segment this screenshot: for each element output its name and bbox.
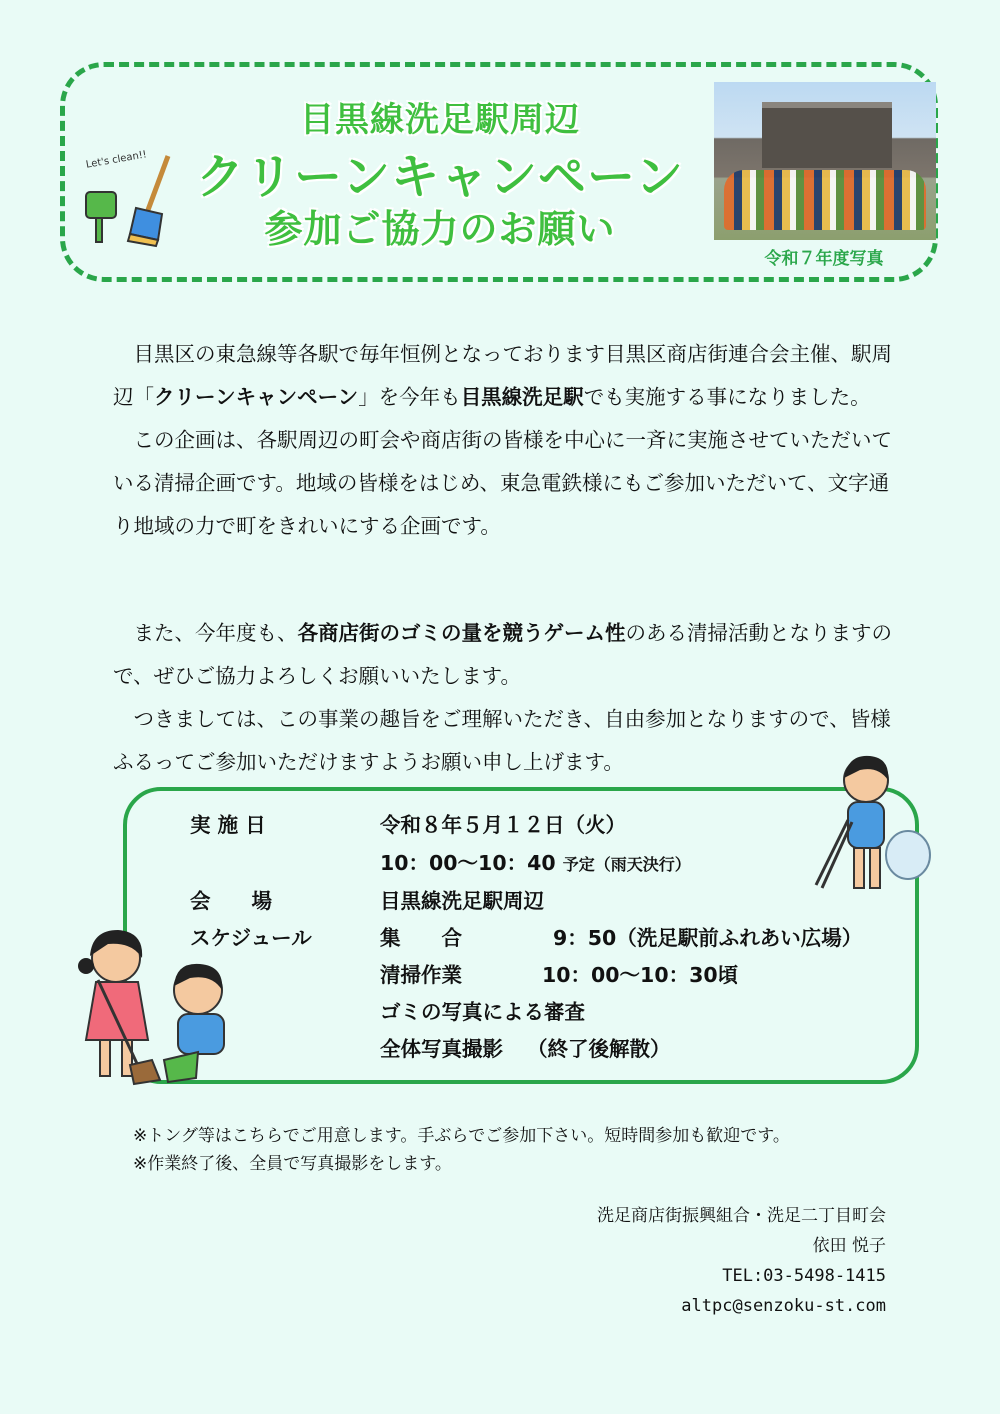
schedule-detail-photo: （終了後解散） <box>527 1037 671 1061</box>
organizer-tel: TEL:03-5498-1415 <box>722 1266 886 1286</box>
schedule-label: スケジュール <box>190 926 312 950</box>
children-sweeping-illustration <box>68 920 248 1090</box>
title-line-1: 目黒線洗足駅周辺 <box>300 100 580 140</box>
note-1: ※トング等はこちらでご用意します。手ぶらでご参加下さい。短時間参加も歓迎です。 <box>133 1126 790 1146</box>
paragraph-1: 目黒区の東急線等各駅で毎年恒例となっております目黒区商店街連合会主催、駅周辺「クリーンキャンペーン」を今年も目黒線洗足駅でも実施する事になりました。 <box>113 342 892 409</box>
venue-label: 会 場 <box>190 889 272 913</box>
title-line-3: 参加ご協力のお願い <box>264 207 616 251</box>
group-photo <box>714 82 936 240</box>
date-label: 実 施 日 <box>190 813 266 837</box>
paragraph-4: つきましては、この事業の趣旨をご理解いただき、自由参加となりますので、皆様ふるってご参加いただけますようお願い申し上げます。 <box>113 707 891 774</box>
game-highlight: 各商店街のゴミの量を競うゲーム性 <box>297 621 626 645</box>
station-name: 目黒線洗足駅 <box>460 385 584 409</box>
campaign-name: クリーンキャンペーン <box>154 385 359 409</box>
notes <box>133 1122 790 1178</box>
time-note: 予定（雨天決行） <box>562 855 691 874</box>
organizer-email[interactable]: altpc@senzoku-st.com <box>681 1296 886 1316</box>
station-building <box>762 102 892 168</box>
paragraph-3: また、今年度も、各商店街のゴミの量を競うゲーム性のある清掃活動となりますので、ぜひご協力よろしくお願いいたします。 <box>113 621 892 688</box>
date-value: 令和８年５月１２日（火） <box>380 813 626 837</box>
cleaning-tools-illustration <box>78 148 183 248</box>
schedule-detail-cleaning: 10：00～10：30頃 <box>542 963 739 987</box>
note-2: ※作業終了後、全員で写真撮影をします。 <box>133 1154 452 1174</box>
schedule-item-gathering: 集 合 <box>380 926 462 950</box>
schedule-item-review: ゴミの写真による審査 <box>380 1000 585 1024</box>
venue-value: 目黒線洗足駅周辺 <box>380 889 544 913</box>
group-of-people <box>724 170 926 230</box>
detail-paragraphs <box>113 612 893 784</box>
boy-with-tongs-illustration <box>808 750 933 900</box>
title-line-2: クリーンキャンペーン <box>195 149 685 205</box>
time-value: 10：00～10：40 <box>380 851 556 875</box>
organizer-person: 依田 悦子 <box>812 1236 886 1256</box>
schedule-item-cleaning: 清掃作業 <box>380 963 462 987</box>
paragraph-2: この企画は、各駅周辺の町会や商店街の皆様を中心に一斉に実施させていただいている清掃企画です。地域の皆様をはじめ、東急電鉄様にもご参加いただいて、文字通り地域の力で町をきれいにする企画です。 <box>113 428 892 538</box>
photo-caption: 令和７年度写真 <box>764 249 884 269</box>
time-row <box>380 846 691 876</box>
lets-clean-text: Let's clean!! <box>85 149 148 171</box>
intro-paragraphs <box>113 333 893 548</box>
schedule-detail-gathering: 9：50（洗足駅前ふれあい広場） <box>553 926 863 950</box>
organizer-block <box>520 1201 886 1321</box>
organizer-name: 洗足商店街振興組合・洗足二丁目町会 <box>597 1206 886 1226</box>
schedule-item-photo: 全体写真撮影 <box>380 1037 503 1061</box>
